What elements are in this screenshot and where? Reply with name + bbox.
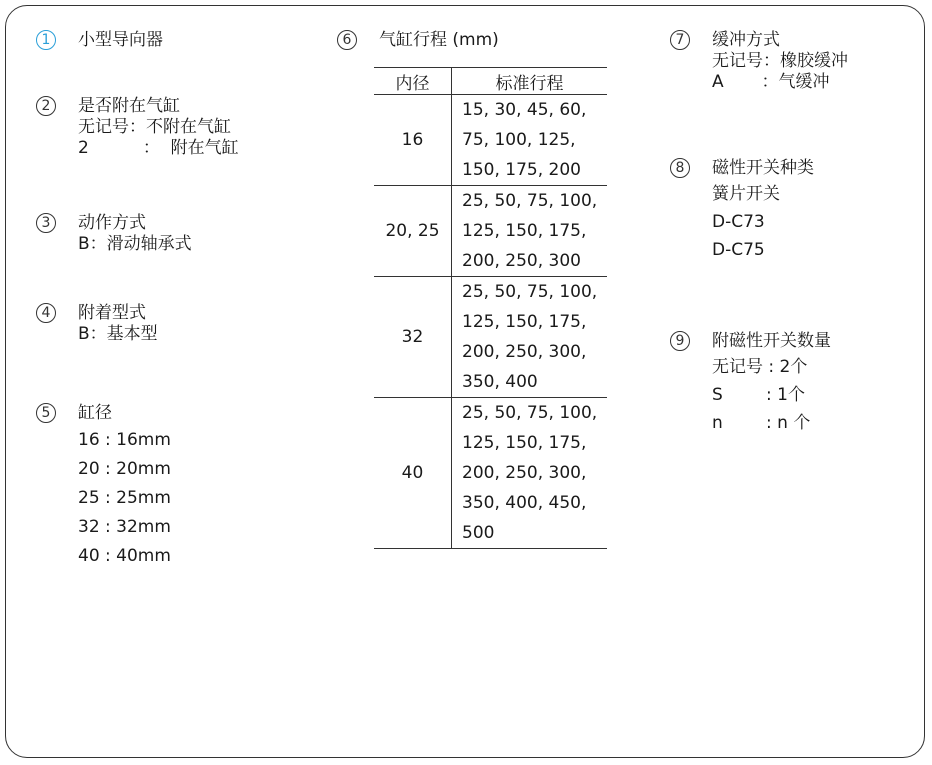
step-number: 7 (670, 30, 690, 50)
section-title: 附着型式 (78, 303, 146, 323)
step-number: 6 (337, 30, 357, 50)
step-number: 4 (36, 303, 56, 323)
step-number: 9 (670, 331, 690, 351)
stroke-cell: 25, 50, 75, 100, 125, 150, 175, 200, 250, 300, 350, 400, 450, 500 (452, 398, 608, 549)
section-lines: 簧片开关 D-C73 D-C75 (712, 184, 780, 260)
step-number: 5 (36, 403, 56, 423)
section-title: 缸径 (78, 403, 112, 423)
header-bore: 内径 (374, 68, 452, 95)
table-row (374, 186, 607, 277)
table-row (374, 398, 607, 549)
section-title: 小型导向器 (78, 30, 163, 50)
step-number: 1 (36, 30, 56, 50)
section-lines: 无记号：橡胶缓冲 A ：气缓冲 (712, 51, 848, 92)
header-stroke: 标准行程 (452, 68, 608, 95)
section-lines: 无记号 : 2个 S : 1个 n : n 个 (712, 357, 811, 433)
section-title: 磁性开关种类 (712, 158, 814, 178)
bore-cell: 40 (374, 398, 452, 549)
section-title: 附磁性开关数量 (712, 331, 831, 351)
section-lines: B：基本型 (78, 324, 158, 344)
section-lines: 16 : 16mm 20 : 20mm 25 : 25mm 32 : 32mm 40 : 40mm (78, 430, 171, 566)
bore-cell: 20, 25 (374, 186, 452, 277)
step-number: 3 (36, 213, 56, 233)
table-header-row (374, 68, 607, 95)
table-row (374, 95, 607, 186)
section-title: 气缸行程 (mm) (379, 30, 499, 50)
table-row (374, 277, 607, 398)
bore-cell: 16 (374, 95, 452, 186)
section-lines: 无记号：不附在气缸 2 ： 附在气缸 (78, 117, 239, 158)
section-title: 缓冲方式 (712, 30, 780, 50)
bore-cell: 32 (374, 277, 452, 398)
stroke-table (374, 67, 607, 549)
stroke-cell: 25, 50, 75, 100, 125, 150, 175, 200, 250, 300 (452, 186, 608, 277)
stroke-cell: 15, 30, 45, 60, 75, 100, 125, 150, 175, 200 (452, 95, 608, 186)
section-lines: B：滑动轴承式 (78, 234, 192, 254)
section-title: 是否附在气缸 (78, 96, 180, 116)
section-title: 动作方式 (78, 213, 146, 233)
step-number: 2 (36, 96, 56, 116)
stroke-cell: 25, 50, 75, 100, 125, 150, 175, 200, 250, 300, 350, 400 (452, 277, 608, 398)
step-number: 8 (670, 158, 690, 178)
